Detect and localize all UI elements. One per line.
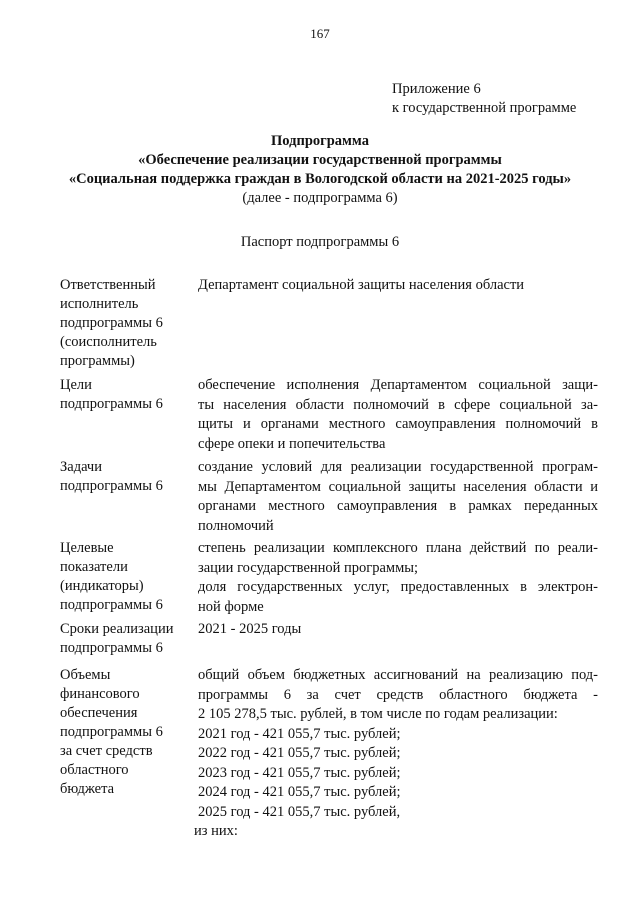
page-number: 167 (310, 26, 330, 41)
value-line: доля государственных услуг, предоставленных в электрон- (198, 579, 598, 595)
value-line: мы Департаментом социальной защиты населения области и (198, 478, 598, 495)
title-line-2: «Обеспечение реализации государственной программы (138, 152, 502, 168)
value-line: степень реализации комплексного плана действий по реали- (198, 540, 598, 556)
title-line-4: (далее - подпрограмма 6) (242, 190, 398, 206)
row-value-finance (194, 666, 598, 842)
value-line: создание условий для реализации государственной програм- (198, 459, 598, 475)
value-line: обеспечение исполнения Департаментом социальной защи- (198, 377, 598, 393)
value-line: сфере опеки и попечительства (198, 435, 386, 452)
finance-year-line: 2024 год - 421 055,7 тыс. рублей; (198, 784, 401, 800)
value-line: зации государственной программы; (198, 559, 419, 576)
row-value-tasks (198, 458, 598, 536)
value-line: ты населения области полномочий в сфере социальной за- (198, 396, 598, 413)
row-label-terms: Сроки реализации подпрограммы 6 (60, 621, 174, 656)
value-line: органами местного самоуправления в рамках переданных (198, 498, 598, 514)
passport-heading: Паспорт подпрограммы 6 (240, 234, 400, 250)
finance-year-line: 2025 год - 421 055,7 тыс. рублей, (198, 803, 401, 820)
title-line-1: Подпрограмма (271, 133, 369, 149)
finance-tail-line: из них: (194, 823, 238, 839)
row-label-tasks: Задачи подпрограммы 6 (60, 459, 163, 494)
row-value-responsible (198, 276, 598, 296)
row-value-indicators (198, 539, 598, 617)
finance-year-line: 2022 год - 421 055,7 тыс. рублей; (198, 745, 401, 761)
row-label-goals: Цели подпрограммы 6 (60, 377, 163, 412)
value-line: полномочий (198, 517, 274, 534)
appendix-note (392, 80, 576, 118)
finance-year-line: 2021 год - 421 055,7 тыс. рублей; (198, 725, 401, 742)
row-label-finance: Объемы финансового обеспечения подпрограммы 6 за счет средств областного бюджета (60, 667, 163, 797)
value-line: общий объем бюджетных ассигнований на реализацию под- (198, 667, 598, 683)
value-line: Департамент социальной защиты населения области (198, 277, 525, 293)
row-value-terms (198, 620, 598, 640)
row-label-indicators: Целевые показатели (индикаторы) подпрограммы 6 (60, 540, 163, 613)
row-value-goals (198, 376, 598, 454)
appendix-line-2: к государственной программе (392, 100, 577, 116)
subprogram-title (0, 132, 640, 208)
value-line: 2 105 278,5 тыс. рублей, в том числе по годам реализации: (198, 706, 558, 722)
value-line: ной форме (198, 598, 264, 615)
appendix-line-1: Приложение 6 (392, 81, 481, 97)
title-line-3: «Социальная поддержка граждан в Вологодской области на 2021-2025 годы» (68, 171, 572, 187)
value-line: щиты и органами местного самоуправления полномочий в (198, 416, 598, 432)
value-line: программы 6 за счет средств областного бюджета - (198, 686, 598, 703)
value-line: 2021 - 2025 годы (198, 621, 302, 637)
row-label-responsible: Ответственный исполнитель подпрограммы 6 (соисполнитель программы) (60, 277, 163, 369)
finance-year-line: 2023 год - 421 055,7 тыс. рублей; (198, 764, 401, 781)
